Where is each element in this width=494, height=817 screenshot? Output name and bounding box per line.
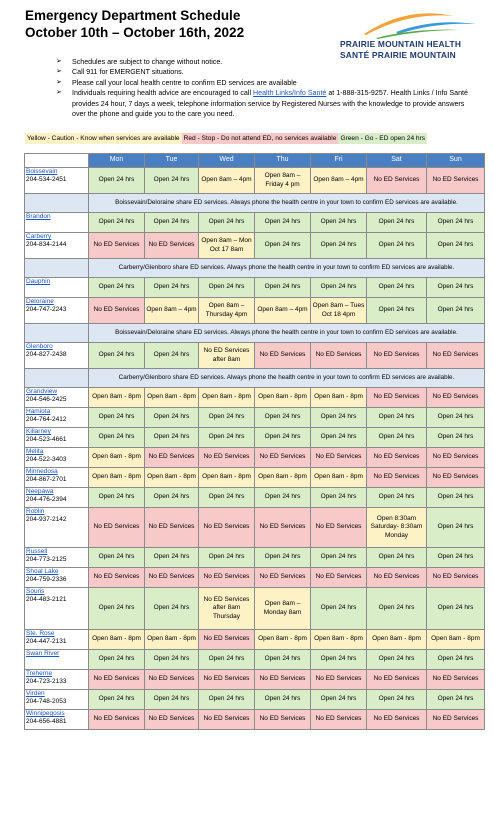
notice-text: Individuals requiring health advice are encouraged to call [72, 89, 254, 98]
shared-services-note: Boissevain/Deloraine share ED services. Always phone the health centre in your town to confirm ED services are available. [89, 324, 485, 343]
status-cell: No ED Services [255, 343, 311, 369]
table-row [25, 670, 485, 690]
site-cell [25, 588, 89, 630]
status-cell: Open 24 hrs [427, 488, 485, 508]
status-cell: Open 24 hrs [89, 488, 145, 508]
shared-services-note: Boissevain/Deloraine share ED services. Always phone the health centre in your town to confirm ED services are available. [89, 194, 485, 213]
note-blank-cell [25, 194, 89, 213]
table-row [25, 298, 485, 324]
status-cell: No ED Services [367, 168, 427, 194]
status-cell: Open 8am – Friday 4 pm [255, 168, 311, 194]
status-cell: Open 24 hrs [367, 428, 427, 448]
site-name-link[interactable]: Swan River [26, 650, 60, 657]
table-row [25, 588, 485, 630]
day-header: Thu [255, 154, 311, 168]
status-cell: Open 24 hrs [311, 233, 367, 259]
logo-swoosh-icon [336, 8, 486, 40]
site-phone: 204-523-4661 [26, 436, 67, 444]
title-line-1: Emergency Department Schedule [25, 8, 241, 23]
status-cell: Open 8am - 8pm [427, 630, 485, 650]
status-cell: Open 8am - 8pm [311, 388, 367, 408]
site-name-link[interactable]: Grandview [26, 388, 58, 395]
note-blank-cell [25, 259, 89, 278]
status-cell: Open 24 hrs [311, 588, 367, 630]
notice-item: ➢ Call 911 for EMERGENT situations. [56, 67, 476, 77]
site-cell [25, 508, 89, 548]
status-cell: Open 24 hrs [367, 650, 427, 670]
table-row [25, 408, 485, 428]
status-cell: No ED Services [311, 343, 367, 369]
status-cell: Open 24 hrs [255, 488, 311, 508]
status-cell: No ED Services [367, 343, 427, 369]
day-header: Tue [145, 154, 199, 168]
status-cell: Open 8am - 8pm [255, 468, 311, 488]
site-phone: 204-759-2336 [26, 576, 67, 584]
site-phone: 204-773-2125 [26, 556, 67, 564]
site-cell [25, 233, 89, 259]
notice-item [56, 88, 476, 119]
status-cell: Open 24 hrs [367, 213, 427, 233]
site-cell [25, 298, 89, 324]
site-cell [25, 408, 89, 428]
status-cell: Open 8am - 8pm [145, 630, 199, 650]
status-cell: Open 24 hrs [89, 548, 145, 568]
status-cell: Open 8am - 8pm [367, 630, 427, 650]
status-cell: Open 24 hrs [145, 428, 199, 448]
table-row [25, 428, 485, 448]
logo-text-french: SANTÉ PRAIRIE MOUNTAIN [340, 50, 456, 60]
site-name-link[interactable]: Souris [26, 588, 45, 595]
shared-services-note: Carberry/Glenboro share ED services. Always phone the health centre in your town to confirm ED services are available. [89, 369, 485, 388]
status-cell: Open 8am - 8pm [89, 388, 145, 408]
site-cell [25, 343, 89, 369]
table-row [25, 488, 485, 508]
site-name-link[interactable]: Hamiota [26, 408, 51, 415]
site-name-link[interactable]: Boissevain [26, 168, 58, 175]
status-cell: Open 24 hrs [311, 650, 367, 670]
status-cell: Open 24 hrs [145, 343, 199, 369]
status-cell: Open 8am – Tues Oct 18 4pm [311, 298, 367, 324]
day-header-row [25, 154, 485, 168]
day-header: Sun [427, 154, 485, 168]
status-cell: Open 24 hrs [367, 690, 427, 710]
day-header: Sat [367, 154, 427, 168]
table-row [25, 650, 485, 670]
site-cell [25, 168, 89, 194]
status-cell: Open 8am - 8pm [89, 630, 145, 650]
status-cell: Open 24 hrs [367, 278, 427, 298]
status-cell: Open 8am – 4pm [311, 168, 367, 194]
status-cell: No ED Services [145, 670, 199, 690]
status-cell: Open 8am - 8pm [311, 468, 367, 488]
status-cell: No ED Services [89, 670, 145, 690]
status-cell: Open 24 hrs [255, 650, 311, 670]
status-cell: Open 24 hrs [145, 588, 199, 630]
site-name-link[interactable]: Minnedosa [26, 468, 58, 475]
status-cell: No ED Services [427, 343, 485, 369]
status-cell: Open 24 hrs [199, 650, 255, 670]
status-cell: Open 24 hrs [427, 650, 485, 670]
status-cell: No ED Services [311, 508, 367, 548]
table-row [25, 448, 485, 468]
status-cell: Open 24 hrs [145, 548, 199, 568]
table-row [25, 548, 485, 568]
status-cell: No ED Services [367, 388, 427, 408]
status-cell: Open 8am - 8pm [255, 388, 311, 408]
status-cell: No ED Services [89, 710, 145, 730]
status-cell: No ED Services [145, 448, 199, 468]
site-name-link[interactable]: Killarney [26, 428, 51, 435]
status-cell: Open 8am - 8pm [199, 388, 255, 408]
table-row [25, 233, 485, 259]
table-row [25, 388, 485, 408]
site-name-link[interactable]: Melita [26, 448, 44, 455]
status-cell: Open 24 hrs [199, 278, 255, 298]
status-cell: Open 24 hrs [89, 690, 145, 710]
status-cell: Open 24 hrs [427, 298, 485, 324]
site-cell [25, 213, 89, 233]
status-cell: Open 24 hrs [427, 233, 485, 259]
status-cell: Open 24 hrs [145, 488, 199, 508]
status-cell: Open 24 hrs [255, 428, 311, 448]
status-cell: Open 8am – Thursday 4pm [199, 298, 255, 324]
status-cell: No ED Services [199, 568, 255, 588]
site-phone: 204-483-2121 [26, 596, 67, 604]
table-row [25, 343, 485, 369]
status-cell: Open 24 hrs [311, 548, 367, 568]
status-cell: Open 24 hrs [199, 408, 255, 428]
status-cell: Open 24 hrs [89, 213, 145, 233]
status-cell: No ED Services [427, 670, 485, 690]
status-cell: Open 24 hrs [367, 488, 427, 508]
site-name-link[interactable]: Brandon [26, 213, 51, 220]
status-cell: No ED Services [427, 168, 485, 194]
site-name-link[interactable]: Carberry [26, 233, 52, 240]
status-cell: Open 24 hrs [89, 343, 145, 369]
status-cell: No ED Services [311, 670, 367, 690]
status-cell: Open 24 hrs [311, 278, 367, 298]
site-phone: 204-834-2144 [26, 241, 67, 249]
status-cell: No ED Services [145, 568, 199, 588]
status-cell: No ED Services [367, 468, 427, 488]
status-cell: Open 24 hrs [89, 278, 145, 298]
page-title [25, 7, 244, 41]
day-header: Wed [199, 154, 255, 168]
site-name-link[interactable]: Russell [26, 548, 48, 555]
table-row [25, 690, 485, 710]
status-cell: Open 24 hrs [255, 233, 311, 259]
status-cell: Open 24 hrs [367, 298, 427, 324]
status-cell: Open 8am - 8pm [89, 448, 145, 468]
site-cell [25, 488, 89, 508]
status-cell: No ED Services [367, 710, 427, 730]
status-cell: Open 24 hrs [427, 213, 485, 233]
status-cell: Open 24 hrs [89, 588, 145, 630]
notice-item: ➢ Schedules are subject to change without notice. [56, 57, 476, 67]
table-row [25, 568, 485, 588]
status-cell: Open 24 hrs [145, 408, 199, 428]
site-phone: 204-937-2142 [26, 516, 67, 524]
table-row [25, 468, 485, 488]
status-cell: Open 24 hrs [199, 690, 255, 710]
status-cell: No ED Services [89, 233, 145, 259]
status-cell: Open 24 hrs [427, 408, 485, 428]
site-cell [25, 548, 89, 568]
site-name-link[interactable]: Deloraine [26, 298, 54, 305]
table-row [25, 213, 485, 233]
status-cell: No ED Services [89, 508, 145, 548]
status-cell: Open 24 hrs [255, 408, 311, 428]
site-name-link[interactable]: Neepawa [26, 488, 54, 495]
site-cell [25, 670, 89, 690]
table-row [25, 168, 485, 194]
site-cell [25, 388, 89, 408]
site-cell [25, 650, 89, 670]
site-cell [25, 468, 89, 488]
status-cell: No ED Services [427, 388, 485, 408]
status-cell: Open 24 hrs [427, 690, 485, 710]
day-header: Fri [311, 154, 367, 168]
status-cell: Open 24 hrs [367, 408, 427, 428]
site-cell [25, 448, 89, 468]
legend-green: Green - Go - ED open 24 hrs [340, 135, 426, 142]
status-cell: Open 24 hrs [367, 233, 427, 259]
status-cell: Open 8am - 8pm [145, 468, 199, 488]
status-cell: No ED Services [255, 670, 311, 690]
status-cell: Open 8:30am Saturday- 8:30am Monday [367, 508, 427, 548]
status-cell: Open 24 hrs [145, 168, 199, 194]
status-cell: Open 24 hrs [255, 690, 311, 710]
status-cell: Open 24 hrs [199, 428, 255, 448]
status-cell: No ED Services [255, 448, 311, 468]
site-phone: 204-747-2243 [26, 306, 67, 314]
status-cell: Open 24 hrs [255, 213, 311, 233]
notice-list [56, 57, 476, 119]
site-phone: 204-534-2451 [26, 176, 67, 184]
status-cell: No ED Services [311, 568, 367, 588]
status-cell: Open 24 hrs [427, 588, 485, 630]
site-name-link[interactable]: Treherne [26, 670, 53, 677]
status-cell: Open 24 hrs [311, 408, 367, 428]
status-cell: Open 24 hrs [199, 548, 255, 568]
status-cell: Open 24 hrs [89, 428, 145, 448]
status-cell: Open 24 hrs [427, 508, 485, 548]
status-cell: No ED Services [89, 298, 145, 324]
status-cell: Open 24 hrs [145, 650, 199, 670]
site-phone: 204-546-2425 [26, 396, 67, 404]
status-cell: Open 24 hrs [427, 548, 485, 568]
status-cell: No ED Services [145, 710, 199, 730]
status-cell: No ED Services [199, 630, 255, 650]
status-cell: No ED Services [367, 568, 427, 588]
status-cell: No ED Services [199, 448, 255, 468]
status-cell: Open 8am – 4pm [255, 298, 311, 324]
status-cell: Open 24 hrs [199, 488, 255, 508]
site-name-link[interactable]: Roblin [26, 508, 45, 515]
shared-services-note-row [25, 324, 485, 343]
table-row [25, 630, 485, 650]
status-cell: No ED Services [89, 568, 145, 588]
shared-services-note-row [25, 259, 485, 278]
site-cell [25, 568, 89, 588]
title-line-2: October 10th – October 16th, 2022 [25, 25, 245, 40]
status-cell: No ED Services [255, 710, 311, 730]
site-cell [25, 710, 89, 730]
status-cell: Open 8am – 4pm [199, 168, 255, 194]
site-name-link[interactable]: Winnipegosis [26, 710, 65, 717]
status-cell: Open 8am - 8pm [311, 630, 367, 650]
status-cell: No ED Services [199, 508, 255, 548]
site-phone: 204-723-2133 [26, 678, 67, 686]
day-header: Mon [89, 154, 145, 168]
status-cell: Open 24 hrs [145, 278, 199, 298]
status-cell: Open 24 hrs [255, 278, 311, 298]
status-cell: No ED Services [367, 448, 427, 468]
site-cell [25, 428, 89, 448]
schedule-table [24, 153, 485, 730]
status-cell: No ED Services [427, 568, 485, 588]
shared-services-note-row [25, 369, 485, 388]
site-cell [25, 630, 89, 650]
site-phone: 204-827-2438 [26, 351, 67, 359]
status-cell: Open 8am - 8pm [199, 468, 255, 488]
status-cell: Open 24 hrs [311, 213, 367, 233]
status-cell: Open 8am – Monday 8am [255, 588, 311, 630]
status-cell: No ED Services [199, 670, 255, 690]
site-phone: 204-764-2412 [26, 416, 67, 424]
status-cell: No ED Services [311, 710, 367, 730]
status-cell: Open 24 hrs [199, 213, 255, 233]
table-row [25, 508, 485, 548]
status-cell: Open 8am – Mon Oct 17 8am [199, 233, 255, 259]
status-cell: Open 24 hrs [145, 213, 199, 233]
table-row [25, 278, 485, 298]
legend-yellow: Yellow - Caution - Know when services are available [27, 135, 180, 142]
status-cell: No ED Services [145, 233, 199, 259]
site-phone: 204-656-4881 [26, 718, 67, 726]
status-cell: Open 24 hrs [255, 548, 311, 568]
logo-text-english: PRAIRIE MOUNTAIN HEALTH [340, 39, 462, 49]
status-cell: Open 8am - 8pm [145, 388, 199, 408]
status-cell: No ED Services [427, 448, 485, 468]
notice-text: at 1-888-315-9257. Health Links / Info Santé provides 24 hour, 7 days a week, telephone information service by Registered Nurses with the knowledge to provide answers over the phone and guide you to the care you need. [72, 89, 468, 119]
notice-item: ➢ Please call your local health centre to confirm ED services are available [56, 78, 476, 88]
status-cell: No ED Services [367, 670, 427, 690]
site-phone: 204-748-2053 [26, 698, 67, 706]
site-phone: 204-447-2131 [26, 638, 67, 646]
status-cell: Open 24 hrs [89, 650, 145, 670]
status-cell: Open 24 hrs [367, 588, 427, 630]
status-cell: No ED Services after 8am [199, 343, 255, 369]
status-cell: Open 8am - 8pm [255, 630, 311, 650]
site-name-link[interactable]: Dauphin [26, 278, 51, 285]
status-cell: No ED Services [145, 508, 199, 548]
status-cell: No ED Services after 8am Thursday [199, 588, 255, 630]
site-name-link[interactable]: Glenboro [26, 343, 53, 350]
status-cell: No ED Services [255, 568, 311, 588]
status-cell: Open 24 hrs [311, 428, 367, 448]
site-cell [25, 690, 89, 710]
status-cell: No ED Services [427, 710, 485, 730]
note-blank-cell [25, 369, 89, 388]
status-cell: No ED Services [199, 710, 255, 730]
site-name-link[interactable]: Ste. Rose [26, 630, 55, 637]
legend-red: Red - Stop - Do not attend ED, no services available [183, 135, 337, 142]
status-cell: Open 24 hrs [89, 408, 145, 428]
site-name-link[interactable]: Virden [26, 690, 45, 697]
status-cell: No ED Services [311, 448, 367, 468]
status-cell: Open 8am - 8pm [89, 468, 145, 488]
shared-services-note: Carberry/Glenboro share ED services. Always phone the health centre in your town to confirm ED services are available. [89, 259, 485, 278]
site-name-link[interactable]: Shoal Lake [26, 568, 59, 575]
site-cell [25, 278, 89, 298]
shared-services-note-row [25, 194, 485, 213]
status-cell: Open 24 hrs [311, 488, 367, 508]
header-corner [25, 154, 89, 168]
site-phone: 204-867-2701 [26, 476, 67, 484]
status-cell: Open 8am – 4pm [145, 298, 199, 324]
note-blank-cell [25, 324, 89, 343]
health-links-link[interactable]: Health Links/Info Santé [253, 89, 327, 98]
status-cell: No ED Services [255, 508, 311, 548]
status-cell: Open 24 hrs [367, 548, 427, 568]
status-cell: Open 24 hrs [427, 428, 485, 448]
status-cell: Open 24 hrs [145, 690, 199, 710]
status-cell: Open 24 hrs [311, 690, 367, 710]
color-legend [25, 133, 427, 144]
status-cell: Open 24 hrs [427, 278, 485, 298]
status-cell: Open 24 hrs [89, 168, 145, 194]
status-cell: No ED Services [427, 468, 485, 488]
table-row [25, 710, 485, 730]
site-phone: 204-476-2394 [26, 496, 67, 504]
site-phone: 204-522-3403 [26, 456, 67, 464]
